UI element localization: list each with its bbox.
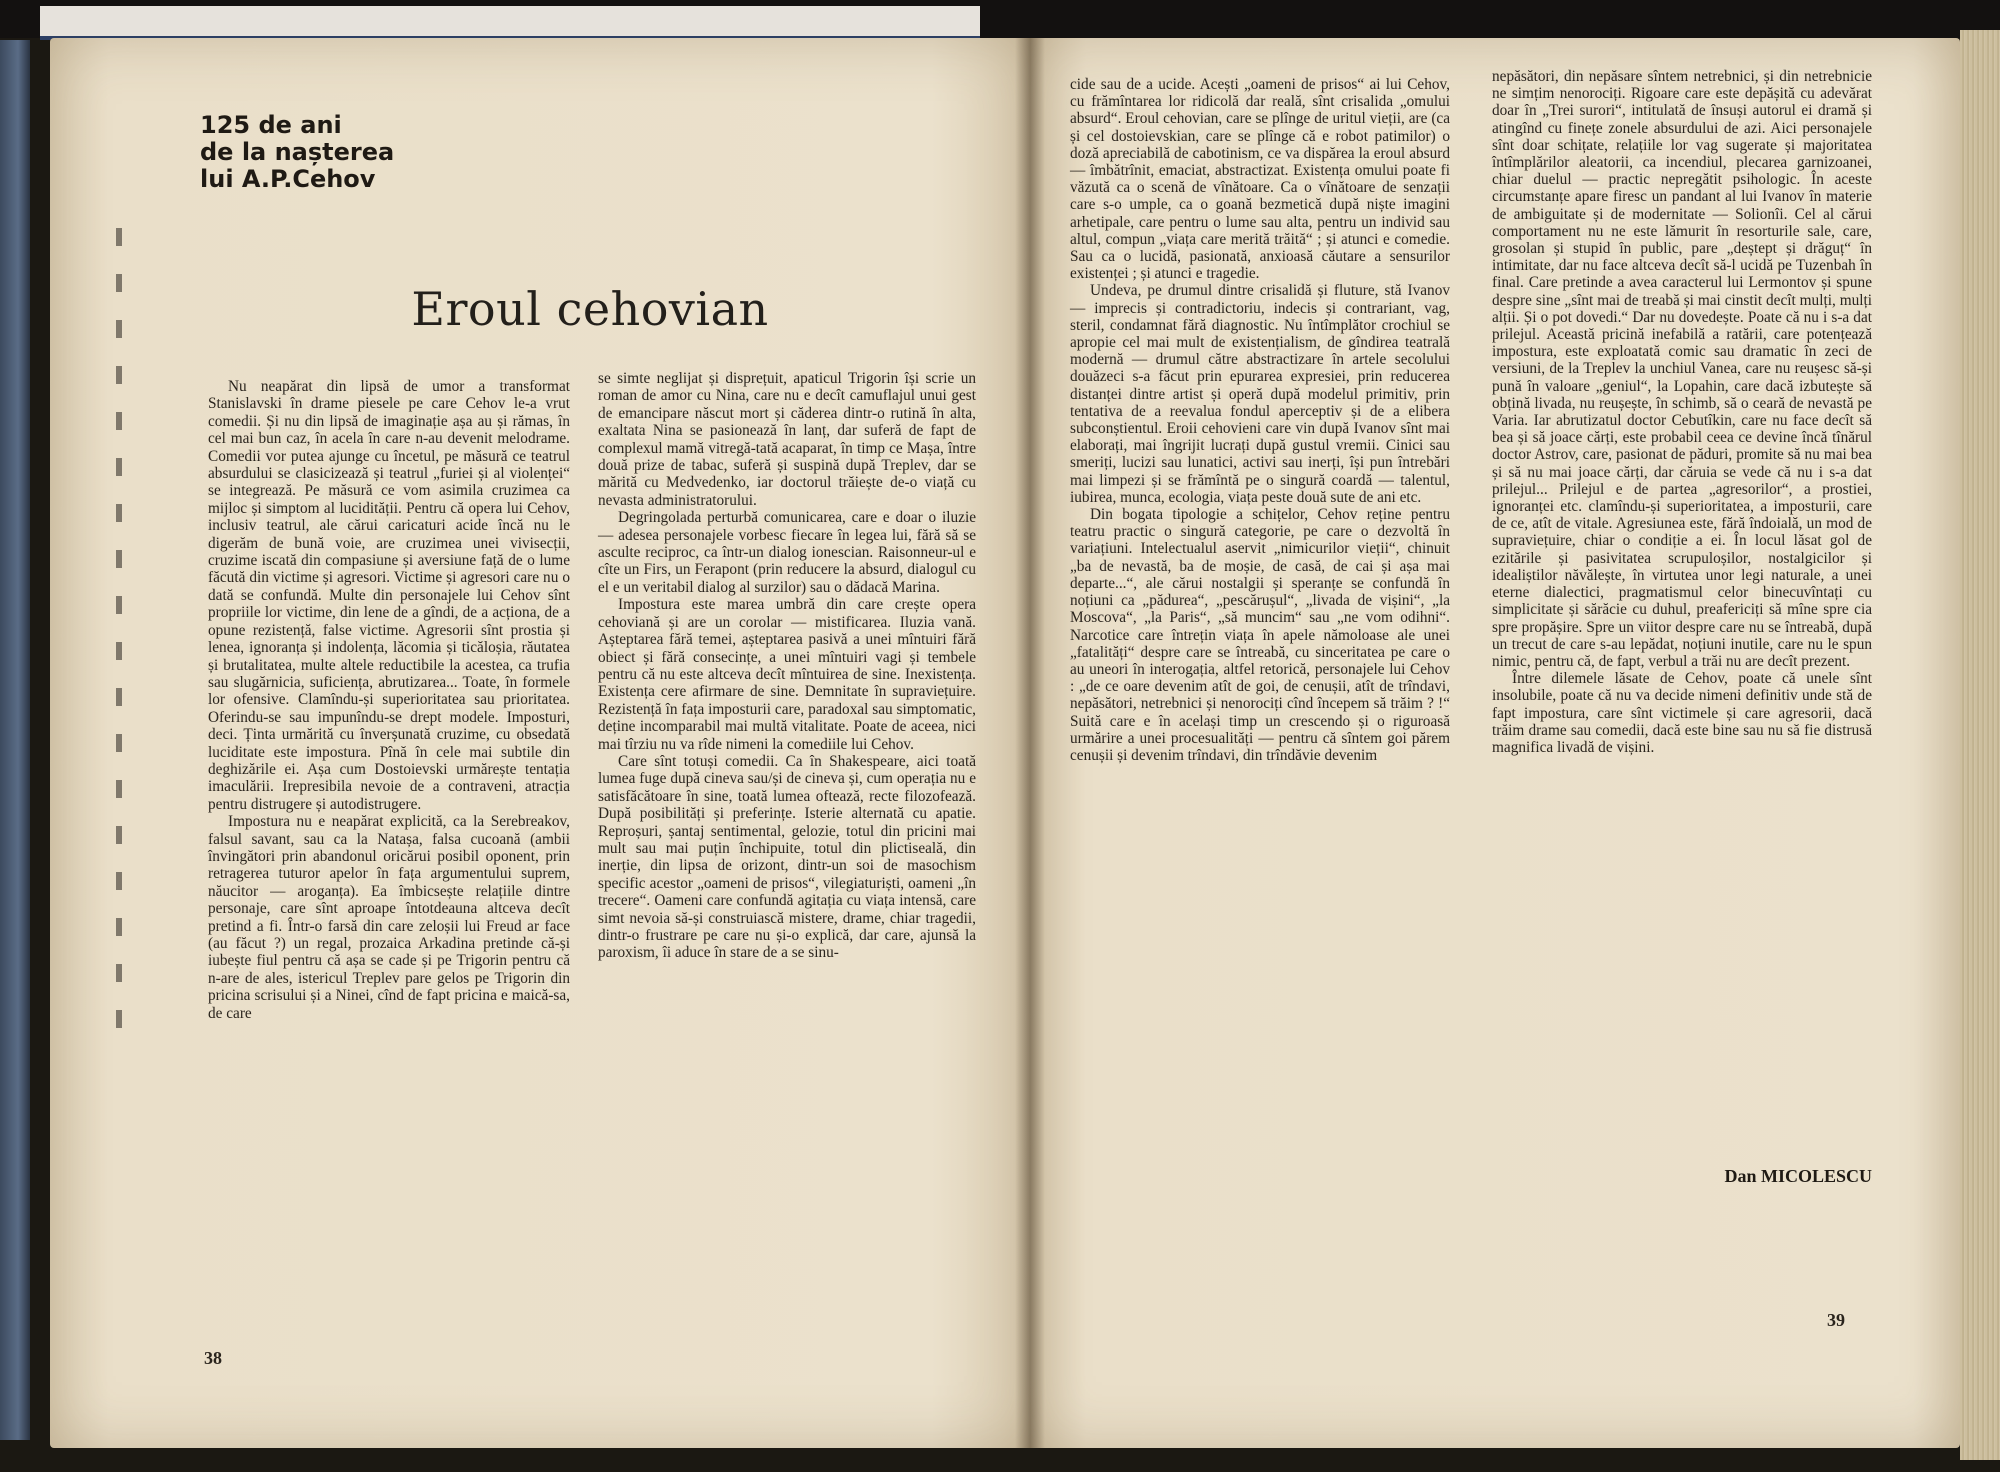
paragraph: Impostura este marea umbră din care crește opera cehoviană și are un corolar — mistificarea. Iluzia vană. Așteptarea fără temei, așteptarea pasivă a unei mîntuiri fără obiect și fără consecințe, a unei mîntuiri vagi și tembele pentru că nu este altceva decît mîntuirea de sine. Inexistența. Existența cere afirmare de sine. Demnitate în supraviețuire. Rezistență în fața imposturii care, paradoxal sau simptomatic, deține incomparabil mai multă vitalitate. Poate de aceea, nici mai tîrziu nu va rîde nimeni la comediile lui Cehov.: [598, 596, 976, 753]
paragraph: Impostura nu e neapărat explicită, ca la Serebreakov, falsul savant, sau ca la Natașa, falsa cucoană (ambii învingători prin abandonul oricărui posibil oponent, prin retragerea tuturor apelor în fața argumentului suprem, năucitor — aroganța). Ea îmbicsește relațiile dintre personaje, care sînt aproape întotdeauna altceva decît pretind a fi. Într-o farsă din care zeloșii lui Freud ar face (au făcut ?) un regal, prozaica Arkadina pretinde că-și iubește fiul pentru că așa se cade și pe Trigorin pentru că n-are de ales, istericul Treplev pare gelos pe Trigorin din pricina scrisului și a Ninei, cînd de fapt pricina e maică-sa, de care: [208, 813, 570, 1022]
margin-marks: [116, 228, 122, 1028]
text-column-1: [208, 378, 570, 1338]
author-signature: Dan MICOLESCU: [1724, 1166, 1872, 1186]
paragraph: Între dilemele lăsate de Cehov, poate că unele sînt insolubile, poate că nu va decide nimeni definitiv unde stă de fapt impostura, care sînt victimele și care agresorii, dacă trăim drame sau comedii, dacă este bine sau nu să fie distrusă magnifica livadă de vișini.: [1492, 670, 1872, 756]
paragraph: cide sau de a ucide. Acești „oameni de prisos“ ai lui Cehov, cu frămîntarea lor ridicolă dar reală, sînt crisalida „omului absurd“. Eroul cehovian, care se plînge de uritul vieții, are (ca și cel dostoievskian, care se plînge că e robot patimilor) o doză apreciabilă de cabotinism, ce va dispărea la eroul absurd — îmbătrînit, emaciat, abstractizat. Existența omului poate fi văzută ca o scenă de vînătoare. Ca o vînătoare de senzații care s-o umple, ca o goană bezmetică după niște imagini arhetipale, care pentru o lume sau alta, pentru un individ sau altul, compun „viața care merită trăită“ ; și atunci e comedie. Sau ca o lucidă, pasionată, anxioasă căutare a sensurilor existenței ; și atunci e tragedie.: [1070, 76, 1450, 283]
article-headline: Eroul cehovian: [411, 282, 769, 336]
text-column-4: [1492, 68, 1872, 1138]
text-column-3: [1070, 76, 1450, 1208]
cover-board: [40, 6, 980, 40]
page-number-right: 39: [1827, 1310, 1845, 1330]
paragraph: Nu neapărat din lipsă de umor a transformat Stanislavski în drame piesele pe care Cehov le-a vrut comedii. Și nu din lipsă de imaginație așa au și rămas, în cel mai bun caz, în acela în care n-au devenit melodrame. Comedii vor putea ajunge cu încetul, pe măsură ce teatrul absurdului se clasicizează și teatrul „furiei și al violenței“ se integrează. Pe măsură ce vom asimila cruzimea ca mijloc și simptom al lucidității. Pentru că opera lui Cehov, inclusiv teatrul, ale cărui caricaturi acide încă nu le digerăm de bună voie, are cruzimea unei vivisecții, cruzime iscată din compasiune și aversiune față de o lume făcută din victime și agresori. Victime și agresori care nu o dată se confundă. Multe din personajele lui Cehov sînt propriile lor victime, din lene de a gîndi, de a acționa, de a opune rezistență, false victime. Agresorii sînt prostia și lenea, ignoranța și indolența, lăcomia și ticăloșia, răutatea și brutalitatea, multe altele reductibile la acestea, ca trufia sau slugărnicia, suficiența, abrutizarea... Toate, în formele lor ofensive. Clamîndu-și superioritatea sau prioritatea. Oferindu-se sau impunîndu-se drept modele. Imposturi, deci. Ținta urmărită cu înverșunată cruzime, cu obsedată luciditate este impostura. Pînă în cele mai subtile din deghizările ei. Așa cum Dostoievski urmărește tentația imaculării. Irepresibila nevoie de a contraveni, atracția pentru distrugere și autodistrugere.: [208, 378, 570, 813]
paragraph: Undeva, pe drumul dintre crisalidă și fluture, stă Ivanov — imprecis și contradictoriu, indecis și contrariant, vag, steril, condamnat fără diagnostic. Nu întîmplător crochiul se apropie cel mai mult de existențialism, de gîndirea teatrală modernă — drumul către abstractizare în artele secolului douăzeci s-a făcut prin epurarea expresiei, prin reducerea distanței dintre artist și operă după modelul primitiv, prin tentativa de a reevalua fondul aperceptiv și de a elibera subconștientul. Eroii cehovieni care vin după Ivanov sînt mai elaborați, mai îngrijit lucrați după gustul vremii. Cinici sau smeriți, lucizi sau lunatici, activi sau inerți, își pun întrebări mai limpezi și se frămîntă pe o singură coardă — talentul, iubirea, munca, ecologia, viața peste două sute de ani etc.: [1070, 282, 1450, 506]
paragraph: Din bogata tipologie a schițelor, Cehov reține pentru teatru practic o singură categorie, pe care o dezvoltă în variațiuni. Intelectualul aservit „nimicurilor vieții“, chinuit „ba de nevastă, ba de moșie, de casă, de cai și așa mai departe...“, ale cărui nostalgii și speranțe se confundă în noțiuni ca „pădurea“, „pescărușul“, „livada de vișini“, „la Moscova“, „la Paris“, „să muncim“ sau „ne vom odihni“. Narcotice care întrețin viața în apele nămoloase ale unei „fatalități“ despre care se întreabă, cu sinceritatea pe care o au uneori în interogația, altfel retorică, personajele lui Cehov : „de ce oare devenim atît de goi, de cenușii, atît de trîndavi, nepăsători, netrebnici și nenorociți cînd începem să trăim ? !“ Suită care e în același timp un crescendo și o riguroasă urmărire a unei procesualități — pentru că sîntem goi părem cenușii și devenim trîndavi, din trîndăvie devenim: [1070, 506, 1450, 764]
paragraph: Care sînt totuși comedii. Ca în Shakespeare, aici toată lumea fuge după cineva sau/și de cineva și, cum operația nu e satisfăcătoare în sine, toată lumea oftează, recte filozofează. După posibilități și preferințe. Isterie alternată cu apatie. Reproșuri, șantaj sentimental, gelozie, totul din pricini mai mult sau mai puțin închipuite, totul din plictiseală, din inerție, din lipsa de orizont, dintr-un soi de masochism specific acestor „oameni de prisos“, vilegiaturiști, oameni „în trecere“. Oameni care confundă agitația cu viața intensă, care simt nevoia să-și construiască mistere, drame, chiar tragedii, dintr-o frustrare pe care nu și-o explică, dar care, ajunsă la paroxism, îi aduce în stare de a se sinu-: [598, 752, 976, 962]
top-edge: [0, 0, 2000, 38]
paragraph: Degringolada perturbă comunicarea, care e doar o iluzie — adesea personajele vorbesc fiecare în legea lui, fără să se asculte reciproc, ca într-un dialog ionescian. Raisonneur-ul e cîte un Firs, un Ferapont (prin reducere la absurd, dialogul cu el e un veritabil dialog al surzilor) sau o dădacă Marina.: [598, 509, 976, 596]
paragraph: se simte neglijat și disprețuit, apaticul Trigorin își scrie un roman de amor cu Nina, care nu e decît camuflajul unui gest de emancipare născut mort și căderea dintr-o rutină în alta, exaltata Nina se pasionează în lanț, dar suferă de fapt de complexul mamă vitregă-tată acaparat, în timp ce Mașa, între două prize de tabac, suferă și suspină după Treplev, dar se mărită cu Medvedenko, iar doctorul trăiește de-o viață cu nevasta administratorului.: [598, 370, 976, 509]
text-column-2: [598, 370, 976, 1338]
book-binding: [0, 40, 30, 1440]
page-edges: [1960, 30, 2000, 1460]
page-number-left: 38: [204, 1348, 222, 1368]
article-supertitle: 125 de ani de la nașterea lui A.P.Cehov: [200, 111, 395, 193]
paragraph: nepăsători, din nepăsare sîntem netrebnici, și din netrebnicie ne simțim nenorociți. Rigoare care este depășită cu adevărat doar în „Trei surori“, intitulată de însuși autorul ei dramă și atingînd cu finețe zonele absurdului de azi. Aici personajele sînt doar schițate, relațiile lor vag sugerate și majoritatea întîmplărilor aleatorii, ca incendiul, plecarea garnizoanei, chiar duelul — practic nepregătit psihologic. În aceste circumstanțe apare firesc un pandant al lui Ivanov în materie de ambiguitate și de modernitate — Solionîi. Cel al cărui comportament nu ne este lămurit în resorturile sale, care, grosolan și stupid în public, pare „deștept și drăguț“ în intimitate, dar nu face altceva decît să-l ucidă pe Tuzenbah în final. Care pretinde a avea caracterul lui Lermontov și spune despre sine „sînt mai de treabă și mai cinstit decît mulți, mulți alții. Și o pot dovedi.“ Dar nu dovedește. Poate că nu i s-a dat prilejul. Această pricină inefabilă a ratării, care potențează impostura, este exploatată comic sau dramatic în zeci de versiuni, de la Treplev la unchiul Vanea, care nu reușesc să-și pună în valoare „geniul“, la Lopahin, care dacă izbutește să obțină livada, nu reușește, în schimb, să o ceară de nevastă pe Varia. Iar abrutizatul doctor Cebutîkin, care nu face decît să bea și să joace cărți, este probabil ceea ce devine încă tînărul doctor Astrov, care, pasionat de păduri, promite să nu mai bea și să nu mai joace cărți, dar căruia se vede că nu i s-a dat prilejul... Prilejul e de partea „agresorilor“, a prostiei, ignoranței etc. clamîndu-și superioritatea, a imposturii, care de ce, atît de vitale. Agresiunea este, fără îndoială, un mod de supraviețuire, chiar o condiție a ei. În locul lăsat gol de ezitările și pasivitatea scrupuloșilor, nostalgicilor și idealiștilor năvălește, în virtutea unor legi naturale, a unei eterne dialectici, pragmatismul celor binecuvîntați cu simplicitate și sărăcie cu duhul, preafericiți să mîne spre cia spre propășire. Spre un viitor despre care nu se întreabă, după un trecut de care s-au lepădat, noțiuni inutile, care nu le spun nimic, pentru că, de fapt, verbul a trăi nu are decît prezent.: [1492, 68, 1872, 670]
